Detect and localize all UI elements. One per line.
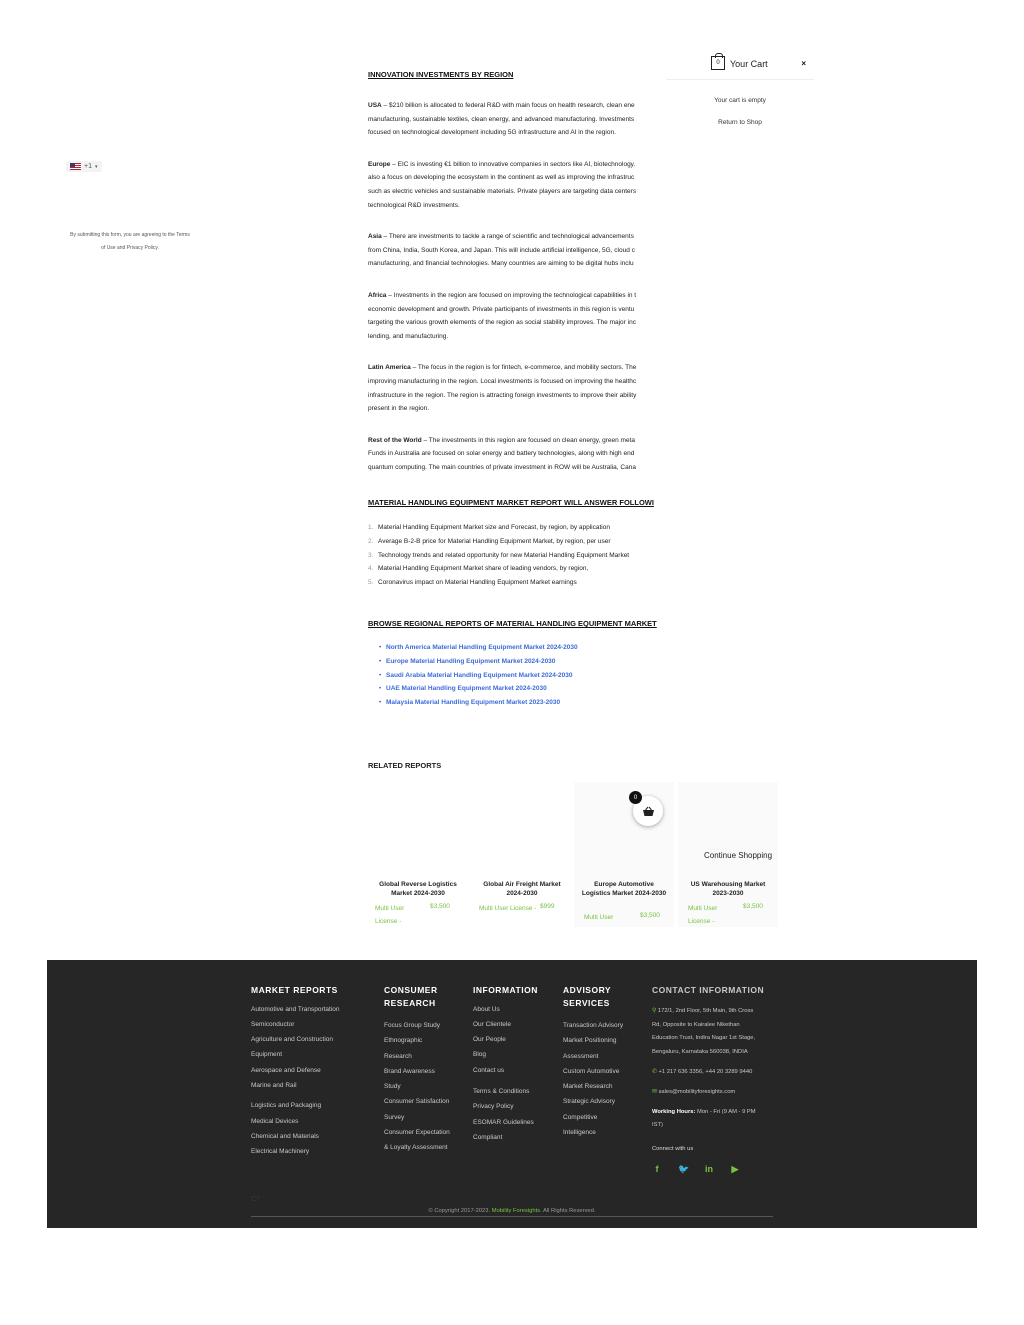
region-paragraph <box>368 99 668 140</box>
region-text-line <box>368 375 668 389</box>
footer-heading: SERVICES <box>563 997 610 1008</box>
footer-link[interactable]: Consumer Expectation <box>384 1129 450 1137</box>
region-text-line <box>368 199 668 213</box>
footer-link[interactable]: Consumer Satisfaction <box>384 1098 450 1106</box>
region-line-text: targeting the various growth elements of the region as social stability improves. The major inc <box>368 319 636 327</box>
report-price: $3,500 <box>640 912 660 919</box>
footer-link[interactable]: Automotive and Transportation <box>251 1005 340 1013</box>
hours-text-cont: IST) <box>652 1122 663 1129</box>
question-number: 4. <box>368 565 374 573</box>
cart-title: Your Cart <box>730 59 768 69</box>
report-title[interactable]: Europe Automotive Logistics Market 2024-2030 <box>581 881 667 897</box>
report-thumbnail <box>368 782 468 872</box>
site-footer <box>47 960 977 1228</box>
regions-list <box>368 99 668 474</box>
region-line-text: also a focus on developing the ecosystem in the continent as well as improving the infrastruc <box>368 174 635 182</box>
footer-divider <box>251 1216 773 1217</box>
copyright <box>47 1208 977 1214</box>
footer-link[interactable]: Contact us <box>473 1066 505 1074</box>
report-price: $3,500 <box>430 903 450 910</box>
questions-title: MATERIAL HANDLING EQUIPMENT MARKET REPORT WILL ANSWER FOLLOWI <box>368 498 654 508</box>
floating-cart-count: 0 <box>629 791 642 804</box>
question-item <box>368 576 668 590</box>
footer-link[interactable]: Focus Group Study <box>384 1022 440 1029</box>
twitter-icon[interactable]: 🐦 <box>678 1163 690 1174</box>
copyright-brand-link[interactable]: Mobility Foresights <box>491 1208 541 1214</box>
footer-heading: CONSUMER <box>384 985 438 995</box>
address-line: Rd, Opposite to Kairalee Nikethan <box>652 1021 740 1028</box>
region-paragraph <box>368 361 668 415</box>
cart-count: 0 <box>716 60 720 66</box>
browse-item <box>368 682 668 696</box>
footer-link[interactable]: Our Clientele <box>473 1020 511 1028</box>
footer-consumer-research <box>384 984 450 1156</box>
region-line-text: from China, India, South Korea, and Japan. This will include artificial intelligence, 5G, cloud c <box>368 246 635 254</box>
phone-code: +1 <box>84 163 92 170</box>
footer-link[interactable]: Intelligence <box>563 1129 596 1137</box>
footer-link[interactable]: Terms & Conditions <box>473 1087 530 1095</box>
copyright-text: © Copyright 2017-2023. <box>428 1208 491 1214</box>
region-line-text: – $210 billion is allocated to federal R&D with main focus on health research, clean ene <box>383 102 635 109</box>
report-card[interactable] <box>472 782 572 927</box>
footer-link[interactable]: Electrical Machinery <box>251 1148 310 1156</box>
question-number: 3. <box>368 551 374 559</box>
browse-links <box>368 641 668 709</box>
footer-link[interactable]: Research <box>384 1052 412 1060</box>
browse-item <box>368 641 668 655</box>
footer-heading: CONTACT INFORMATION <box>652 985 765 995</box>
region-line-text: improving manufacturing in the region. Local investments is focused on improving the healthc <box>368 377 637 385</box>
region-paragraph <box>368 434 668 475</box>
footer-link[interactable]: Blog <box>473 1051 487 1059</box>
browse-item <box>368 696 668 710</box>
region-line-text: – Investments in the region are focused on improving the technological capabilities in t <box>388 291 637 299</box>
region-text-line <box>368 244 668 258</box>
footer-link[interactable]: Competitive <box>563 1113 598 1121</box>
question-text: Material Handling Equipment Market share of leading vendors, by region, <box>378 565 589 573</box>
footer-link[interactable]: Chemical and Materials <box>251 1132 319 1140</box>
region-line-text: manufacturing, and financial technologies. Many countries are aiming to be digital hubs inclu <box>368 260 634 268</box>
region-text-line <box>368 99 668 113</box>
footer-link[interactable]: Equipment <box>251 1051 283 1059</box>
linkedin-icon[interactable]: in <box>705 1163 713 1174</box>
regional-report-link[interactable]: North America Material Handling Equipment Market 2024-2030 <box>386 644 578 652</box>
region-text-line <box>368 158 668 172</box>
footer-links <box>384 1018 450 1156</box>
hours-label: Working Hours: <box>652 1108 696 1115</box>
region-name: Europe <box>368 160 391 168</box>
footer-link[interactable]: Logistics and Packaging <box>251 1102 322 1110</box>
question-item <box>368 562 668 576</box>
mail-icon: ✉ <box>652 1088 657 1095</box>
footer-market-reports <box>251 984 340 1159</box>
region-text-line <box>368 257 668 271</box>
footer-link[interactable]: Agriculture and Construction <box>251 1036 334 1044</box>
footer-link[interactable]: Market Research <box>563 1083 613 1091</box>
question-item <box>368 521 668 535</box>
footer-advisory <box>563 984 623 1140</box>
report-price: $999 <box>540 903 555 910</box>
youtube-icon[interactable]: ▶ <box>731 1163 739 1174</box>
footer-link[interactable]: Semiconductor <box>251 1020 295 1028</box>
region-name: Latin America <box>368 364 411 372</box>
region-line-text: – EIC is investing €1 billion to innovative companies in sectors like AI, biotechnology. <box>392 160 636 168</box>
question-number: 1. <box>368 524 374 532</box>
address-block <box>652 1005 777 1060</box>
footer-link[interactable]: & Loyalty Assessment <box>384 1144 448 1152</box>
footer-link[interactable]: Ethnographic <box>384 1037 423 1045</box>
regional-report-link[interactable]: Europe Material Handling Equipment Market 2024-2030 <box>386 658 556 666</box>
footer-link[interactable]: Brand Awareness <box>384 1067 435 1075</box>
region-line-text: technological R&D investments. <box>368 201 460 209</box>
question-item <box>368 535 668 549</box>
region-text-line <box>368 113 668 127</box>
report-license: Multi User License - <box>375 905 405 925</box>
footer-link[interactable]: Study <box>384 1083 401 1091</box>
region-line-text: quantum computing. The main countries of private investment in ROW will be Australia, Cana <box>368 463 636 471</box>
region-name: Africa <box>368 291 387 299</box>
terms-notice: By submitting this form, you are agreeing to the Terms of Use and Privacy Policy. <box>70 232 190 251</box>
address-line: Education Trust, Indira Nagar 1st Stage, <box>652 1035 756 1042</box>
question-text: Coronavirus impact on Material Handling Equipment Market earnings <box>378 578 577 586</box>
footer-link[interactable]: Our People <box>473 1036 506 1044</box>
region-name: Rest of the World <box>368 436 422 444</box>
region-line-text: Funds in Australia are focused on solar energy and battery technologies, along with high end <box>368 450 635 458</box>
browse-item <box>368 669 668 683</box>
report-title[interactable]: Global Reverse Logistics Market 2024-2030 <box>379 881 457 897</box>
footer-link[interactable]: Market Positioning <box>563 1037 617 1045</box>
footer-links <box>563 1018 623 1140</box>
basket-icon <box>642 806 655 817</box>
footer-heading: ADVISORY <box>563 985 612 995</box>
article-body <box>368 70 668 709</box>
report-thumbnail <box>574 782 674 872</box>
region-line-text: manufacturing, sustainable textiles, clean energy, and advanced manufacturing. Investments <box>368 115 635 123</box>
contact-email[interactable]: sales@mobilityforesights.com <box>658 1088 736 1095</box>
footer-links <box>251 1002 340 1160</box>
copyright-suffix: . All Rights Reserved. <box>540 1208 596 1214</box>
cart-panel <box>666 50 814 126</box>
footer-link[interactable]: Assessment <box>563 1052 599 1060</box>
region-line-text: present in the region. <box>368 405 430 413</box>
location-pin-icon: ⚲ <box>652 1007 657 1014</box>
report-price: $3,500 <box>743 903 763 910</box>
cart-header <box>666 50 814 80</box>
address-line: Bengaluru, Karnataka 560038, INDIA <box>652 1049 748 1056</box>
report-title[interactable]: Global Air Freight Market 2024-2030 <box>483 881 561 897</box>
address-line: 172/1, 2nd Floor, 5th Main, 9th Cross <box>657 1007 754 1014</box>
question-text: Technology trends and related opportunity for new Material Handling Equipment Market <box>378 551 630 559</box>
continue-shopping-link[interactable]: Continue Shopping <box>704 851 773 860</box>
region-line-text: – The focus in the region is for fintech, e-commerce, and mobility sectors. The <box>412 364 637 372</box>
report-title[interactable]: US Warehousing Market 2023-2030 <box>690 881 766 897</box>
region-text-line <box>368 461 668 475</box>
footer-link[interactable]: Compliant <box>473 1133 503 1141</box>
innovation-title: INNOVATION INVESTMENTS BY REGION <box>368 70 514 79</box>
footer-heading: INFORMATION <box>473 985 538 995</box>
region-text-line <box>368 303 668 317</box>
questions-list <box>368 521 668 589</box>
region-text-line <box>368 185 668 199</box>
question-text: Material Handling Equipment Market size and Forecast, by region, by application <box>378 524 610 532</box>
footer-faint-mark: C7 <box>251 1196 260 1203</box>
footer-link[interactable]: About Us <box>473 1005 500 1013</box>
return-to-shop-link[interactable]: Return to Shop <box>718 119 762 126</box>
footer-heading: RESEARCH <box>384 997 436 1008</box>
region-text-line <box>368 126 668 140</box>
regional-report-link[interactable]: Saudi Arabia Material Handling Equipment Market 2024-2030 <box>386 671 573 679</box>
question-number: 5. <box>368 578 374 586</box>
footer-information <box>473 984 538 1145</box>
region-line-text: such as electric vehicles and sustainable materials. Private players are targeting data centers <box>368 187 637 195</box>
region-paragraph <box>368 158 668 212</box>
report-license: Multi User License - <box>479 905 537 912</box>
region-text-line <box>368 289 668 303</box>
report-license: Multi User License - <box>688 905 718 925</box>
browse-title: BROWSE REGIONAL REPORTS OF MATERIAL HANDLING EQUIPMENT MARKET <box>368 619 657 629</box>
region-line-text: lending, and manufacturing. <box>368 332 449 340</box>
region-line-text: infrastructure in the region. The region is attracting foreign investments to improve their ability <box>368 391 637 399</box>
region-text-line <box>368 330 668 344</box>
footer-link[interactable]: Strategic Advisory <box>563 1098 616 1106</box>
phone-icon: ✆ <box>652 1068 657 1075</box>
footer-link[interactable]: Marine and Rail <box>251 1081 297 1089</box>
footer-link[interactable]: Custom Automotive <box>563 1067 620 1075</box>
region-text-line <box>368 230 668 244</box>
question-text: Average B-2-B price for Material Handling Equipment Market, by region, per user <box>378 538 611 546</box>
region-text-line <box>368 447 668 461</box>
footer-link[interactable]: Aerospace and Defense <box>251 1066 321 1074</box>
region-text-line <box>368 316 668 330</box>
region-text-line <box>368 171 668 185</box>
connect-label: Connect with us <box>652 1146 694 1153</box>
region-text-line <box>368 434 668 448</box>
facebook-icon[interactable]: f <box>655 1163 659 1174</box>
footer-link[interactable]: Survey <box>384 1113 405 1121</box>
footer-links <box>473 1002 538 1146</box>
phone-country-select[interactable] <box>66 161 102 172</box>
region-paragraph <box>368 289 668 343</box>
us-flag-icon <box>70 163 81 170</box>
question-number: 2. <box>368 538 374 546</box>
footer-link[interactable]: Medical Devices <box>251 1117 299 1125</box>
footer-contact <box>652 984 777 1177</box>
footer-heading: MARKET REPORTS <box>251 985 338 995</box>
report-thumbnail <box>472 782 572 872</box>
browse-item <box>368 655 668 669</box>
region-text-line <box>368 361 668 375</box>
chevron-down-icon: ▾ <box>94 163 98 170</box>
report-license: Multi User <box>584 914 614 921</box>
question-item <box>368 549 668 563</box>
shopping-bag-icon <box>711 56 725 70</box>
region-line-text: – There are investments to tackle a range of scientific and technological advancements <box>383 233 634 241</box>
region-text-line <box>368 402 668 416</box>
regional-report-link[interactable]: UAE Material Handling Equipment Market 2024-2030 <box>386 685 547 693</box>
regional-report-link[interactable]: Malaysia Material Handling Equipment Market 2023-2030 <box>386 698 561 706</box>
region-line-text: focused on technological development including 5G infrastructure and AI in the region. <box>368 129 616 137</box>
cart-empty-text: Your cart is empty <box>714 97 766 104</box>
close-icon[interactable]: × <box>801 59 806 68</box>
region-line-text: economic development and growth. Private participants of investments in this region is ventu <box>368 305 635 313</box>
social-links <box>652 1163 777 1177</box>
footer-link[interactable]: Privacy Policy <box>473 1103 514 1111</box>
region-name: Asia <box>368 233 382 241</box>
hours-text: Mon - Fri (9 AM - 9 PM <box>697 1108 756 1115</box>
report-card[interactable] <box>368 782 468 927</box>
contact-phone[interactable]: +1 217 636 3356, +44 20 3289 9440 <box>658 1068 753 1075</box>
region-text-line <box>368 389 668 403</box>
related-reports-title: RELATED REPORTS <box>368 761 442 770</box>
region-line-text: – The investments in this region are focused on clean energy, green meta <box>423 436 635 444</box>
region-paragraph <box>368 230 668 271</box>
footer-link[interactable]: Transaction Advisory <box>563 1022 624 1029</box>
footer-link[interactable]: ESOMAR Guidelines <box>473 1118 534 1126</box>
region-name: USA <box>368 102 382 109</box>
